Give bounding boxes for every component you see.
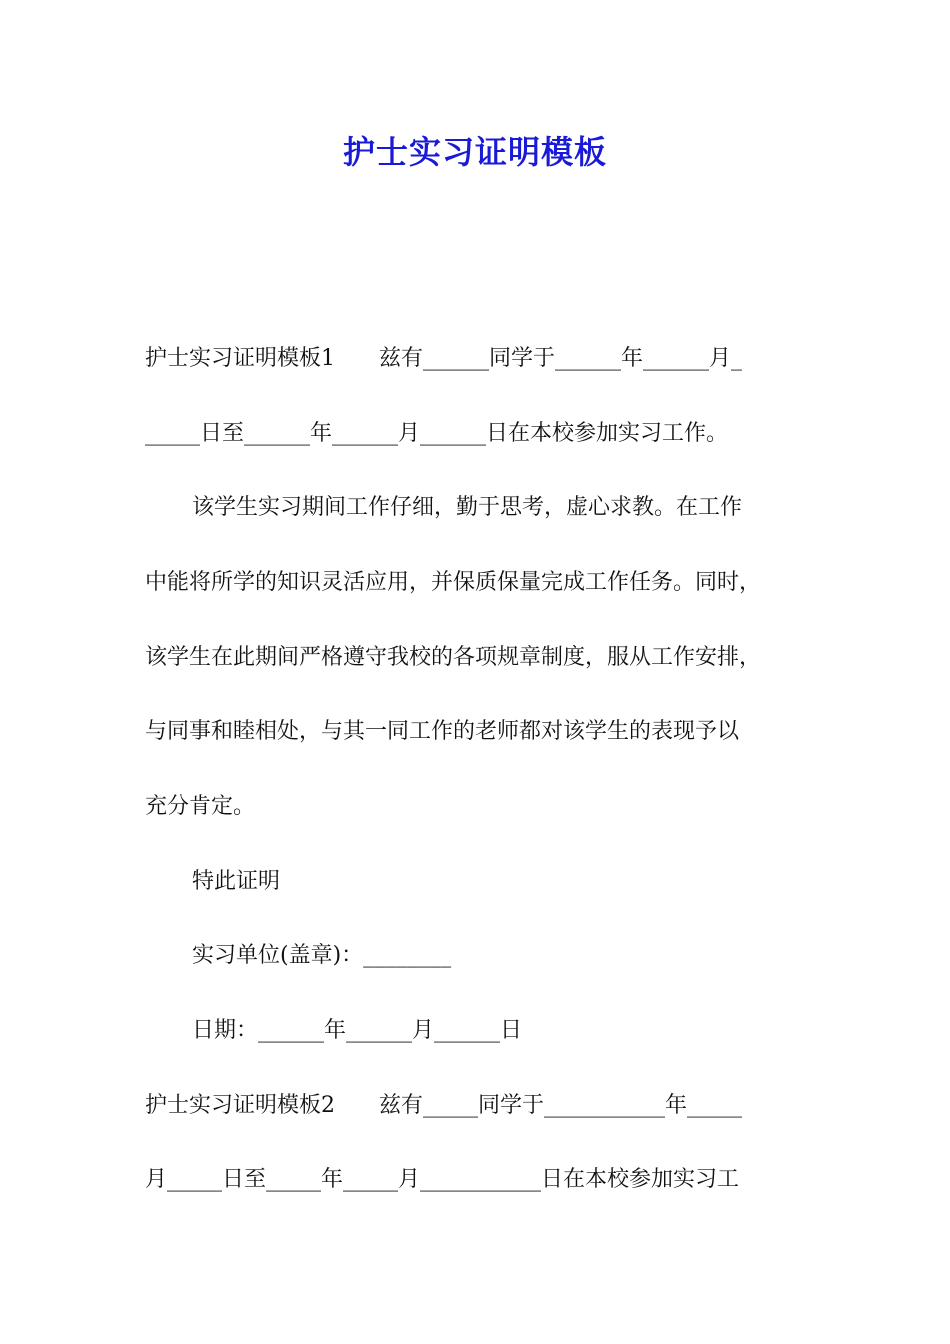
paragraph-line: 与同事和睦相处，与其一同工作的老师都对该学生的表现予以: [145, 719, 740, 744]
paragraph-line: _____日至______年______月______日在本校参加实习工作。: [145, 421, 729, 446]
certification-statement: 特此证明: [192, 869, 281, 894]
date-line: 日期：______年______月______日: [192, 1018, 523, 1043]
paragraph-line: 该学生实习期间工作仔细，勤于思考，虚心求教。在工作: [192, 495, 743, 520]
paragraph-line: 月_____日至_____年_____月___________日在本校参加实习工: [145, 1167, 740, 1192]
paragraph-line: 护士实习证明模板2 兹有_____同学于___________年_____: [145, 1093, 742, 1118]
paragraph-line: 该学生在此期间严格遵守我校的各项规章制度，服从工作安排，: [145, 645, 762, 670]
paragraph-line: 中能将所学的知识灵活应用，并保质保量完成工作任务。同时，: [145, 570, 762, 595]
document-title: 护士实习证明模板: [342, 133, 607, 171]
paragraph-line: 充分肯定。: [145, 794, 256, 819]
paragraph-line: 护士实习证明模板1 兹有______同学于______年______月_: [145, 346, 742, 371]
seal-line: 实习单位(盖章)：________: [192, 943, 452, 968]
